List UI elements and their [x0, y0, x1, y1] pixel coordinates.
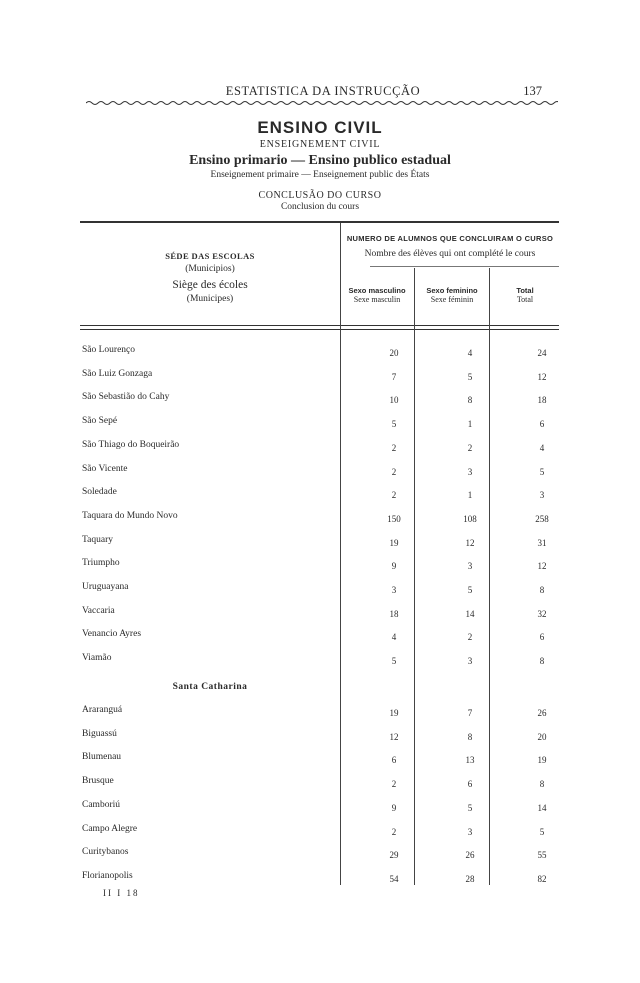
row-female: 28	[465, 873, 475, 884]
col-female-label-fr: Sexe féminin	[430, 295, 474, 304]
col-seat-header-fr: Siège des écoles	[172, 279, 248, 291]
subtitle-fr: Enseignement primaire — Enseignement public des États	[210, 170, 430, 180]
col-male-label-fr: Sexe masculin	[353, 295, 401, 304]
col-seat-municipios: (Municipios)	[185, 264, 235, 274]
table-row	[0, 511, 640, 531]
row-male: 18	[389, 608, 399, 619]
row-total: 6	[539, 419, 545, 430]
row-male: 9	[391, 561, 397, 572]
row-female: 8	[467, 395, 473, 406]
row-total: 26	[537, 708, 547, 718]
row-total: 12	[537, 561, 547, 572]
row-name: Taquary	[82, 534, 113, 545]
col-male-header	[342, 286, 412, 304]
row-name: Taquara do Mundo Novo	[82, 510, 178, 521]
row-total: 8	[539, 656, 545, 667]
row-total: 4	[539, 442, 545, 453]
group-header: NUMERO DE ALUMNOS QUE CONCLUIRAM O CURSO	[346, 234, 554, 243]
row-name: Curitybanos	[82, 847, 129, 858]
row-male: 29	[389, 850, 399, 861]
table-row	[0, 392, 640, 412]
row-male: 2	[391, 466, 397, 477]
row-total: 6	[539, 632, 545, 643]
row-name: São Sebastião do Cahy	[82, 392, 170, 403]
table-row	[0, 369, 640, 389]
row-total: 20	[537, 731, 547, 742]
row-female: 14	[465, 608, 475, 619]
section-title-fr: Conclusion du cours	[280, 202, 360, 212]
state-heading: Santa Catharina	[172, 682, 248, 692]
row-female: 1	[467, 490, 473, 501]
row-male: 2	[391, 779, 397, 790]
page-number: 137	[523, 84, 542, 98]
main-title-fr: ENSEIGNEMENT CIVIL	[259, 139, 381, 150]
table-top-rule	[80, 221, 559, 223]
row-name: Uruguayana	[82, 582, 129, 592]
row-name: São Lourenço	[82, 345, 136, 355]
table-row	[0, 800, 640, 820]
row-total: 82	[537, 873, 547, 884]
header-rule-2	[80, 329, 559, 330]
row-male: 54	[389, 873, 399, 884]
row-male: 9	[391, 802, 397, 813]
row-female: 12	[465, 537, 475, 548]
row-male: 12	[389, 731, 399, 742]
row-total: 12	[537, 371, 547, 382]
table-row	[0, 582, 640, 602]
row-total: 31	[537, 537, 547, 548]
row-name: São Luiz Gonzaga	[82, 368, 153, 379]
header-rule-1	[80, 325, 559, 326]
row-name: São Thiago do Boqueirão	[82, 439, 180, 450]
row-name: Camboriú	[82, 799, 120, 810]
row-female: 3	[467, 826, 473, 837]
col-female-label: Sexo feminino	[426, 286, 478, 295]
row-total: 5	[539, 466, 545, 477]
col-total-label: Total	[516, 286, 534, 295]
row-name: Blumenau	[82, 752, 122, 763]
row-female: 3	[467, 466, 473, 477]
row-total: 258	[535, 513, 549, 524]
row-female: 2	[467, 632, 473, 643]
row-female: 4	[467, 348, 473, 358]
row-female: 5	[467, 585, 473, 595]
col-female-header	[416, 286, 488, 304]
row-female: 6	[467, 779, 473, 790]
row-male: 19	[389, 537, 399, 548]
row-male: 150	[387, 513, 401, 524]
row-total: 3	[539, 490, 545, 501]
row-female: 1	[467, 419, 473, 430]
header-title: ESTATISTICA DA INSTRUCÇÃO	[225, 84, 421, 98]
table-row	[0, 487, 640, 507]
table-row	[0, 653, 640, 673]
row-male: 2	[391, 490, 397, 501]
table-row	[0, 824, 640, 844]
row-name: Brusque	[82, 776, 114, 787]
row-female: 108	[463, 513, 477, 524]
main-title: ENSINO CIVIL	[257, 118, 383, 137]
table-row	[0, 847, 640, 867]
row-male: 20	[389, 348, 399, 358]
row-male: 7	[391, 371, 397, 382]
wavy-rule	[86, 99, 558, 107]
row-male: 4	[391, 632, 397, 643]
table-row	[0, 606, 640, 626]
running-header	[90, 84, 556, 100]
row-name: Vaccaria	[82, 605, 115, 616]
row-total: 55	[537, 850, 547, 861]
row-name: São Vicente	[82, 463, 128, 474]
row-female: 3	[467, 656, 473, 667]
table-row	[0, 629, 640, 649]
row-name: Venancio Ayres	[82, 629, 142, 640]
row-total: 8	[539, 585, 545, 595]
row-female: 3	[467, 561, 473, 572]
table-row	[0, 558, 640, 578]
row-male: 19	[389, 708, 399, 718]
group-rule	[370, 266, 559, 267]
row-name: Soledade	[82, 487, 117, 498]
col-seat-municipes: (Municipes)	[186, 294, 234, 304]
row-female: 5	[467, 802, 473, 813]
section-title: CONCLUSÃO DO CURSO	[258, 190, 382, 201]
subtitle: Ensino primario — Ensino publico estadual	[189, 153, 451, 168]
row-total: 24	[537, 348, 547, 358]
row-female: 8	[467, 731, 473, 742]
row-male: 2	[391, 442, 397, 453]
row-female: 2	[467, 442, 473, 453]
row-male: 3	[391, 585, 397, 595]
col-total-label-fr: Total	[516, 295, 534, 304]
row-male: 5	[391, 419, 397, 430]
row-female: 13	[465, 755, 475, 766]
group-header-fr: Nombre des élèves qui ont complété le cours	[364, 249, 536, 259]
row-name: Araranguá	[82, 705, 123, 715]
table-row	[0, 705, 640, 725]
table-row	[0, 871, 640, 891]
table-row	[0, 729, 640, 749]
table-row	[0, 416, 640, 436]
row-name: Biguassú	[82, 728, 117, 739]
row-name: Viamão	[82, 653, 112, 664]
row-total: 5	[539, 826, 545, 837]
row-name: Campo Alegre	[82, 823, 138, 834]
col-male-label: Sexo masculino	[348, 286, 406, 295]
row-male: 6	[391, 755, 397, 766]
table-row	[0, 440, 640, 460]
row-total: 8	[539, 779, 545, 790]
row-male: 10	[389, 395, 399, 406]
row-female: 26	[465, 850, 475, 861]
table-row	[0, 345, 640, 365]
row-male: 2	[391, 826, 397, 837]
row-female: 7	[467, 708, 473, 718]
col-total-header	[491, 286, 559, 304]
row-female: 5	[467, 371, 473, 382]
row-male: 5	[391, 656, 397, 667]
row-total: 19	[537, 755, 547, 766]
row-name: Triumpho	[82, 558, 120, 569]
table-row	[0, 752, 640, 772]
table-row	[0, 464, 640, 484]
row-total: 32	[537, 608, 547, 619]
col-seat-header: SÉDE DAS ESCOLAS	[165, 251, 255, 261]
row-name: Florianopolis	[82, 870, 133, 881]
row-total: 14	[537, 802, 547, 813]
table-row	[0, 776, 640, 796]
row-name: São Sepé	[82, 416, 118, 427]
table-row	[0, 535, 640, 555]
row-total: 18	[537, 395, 547, 406]
footer-mark: II I 18	[103, 888, 140, 898]
